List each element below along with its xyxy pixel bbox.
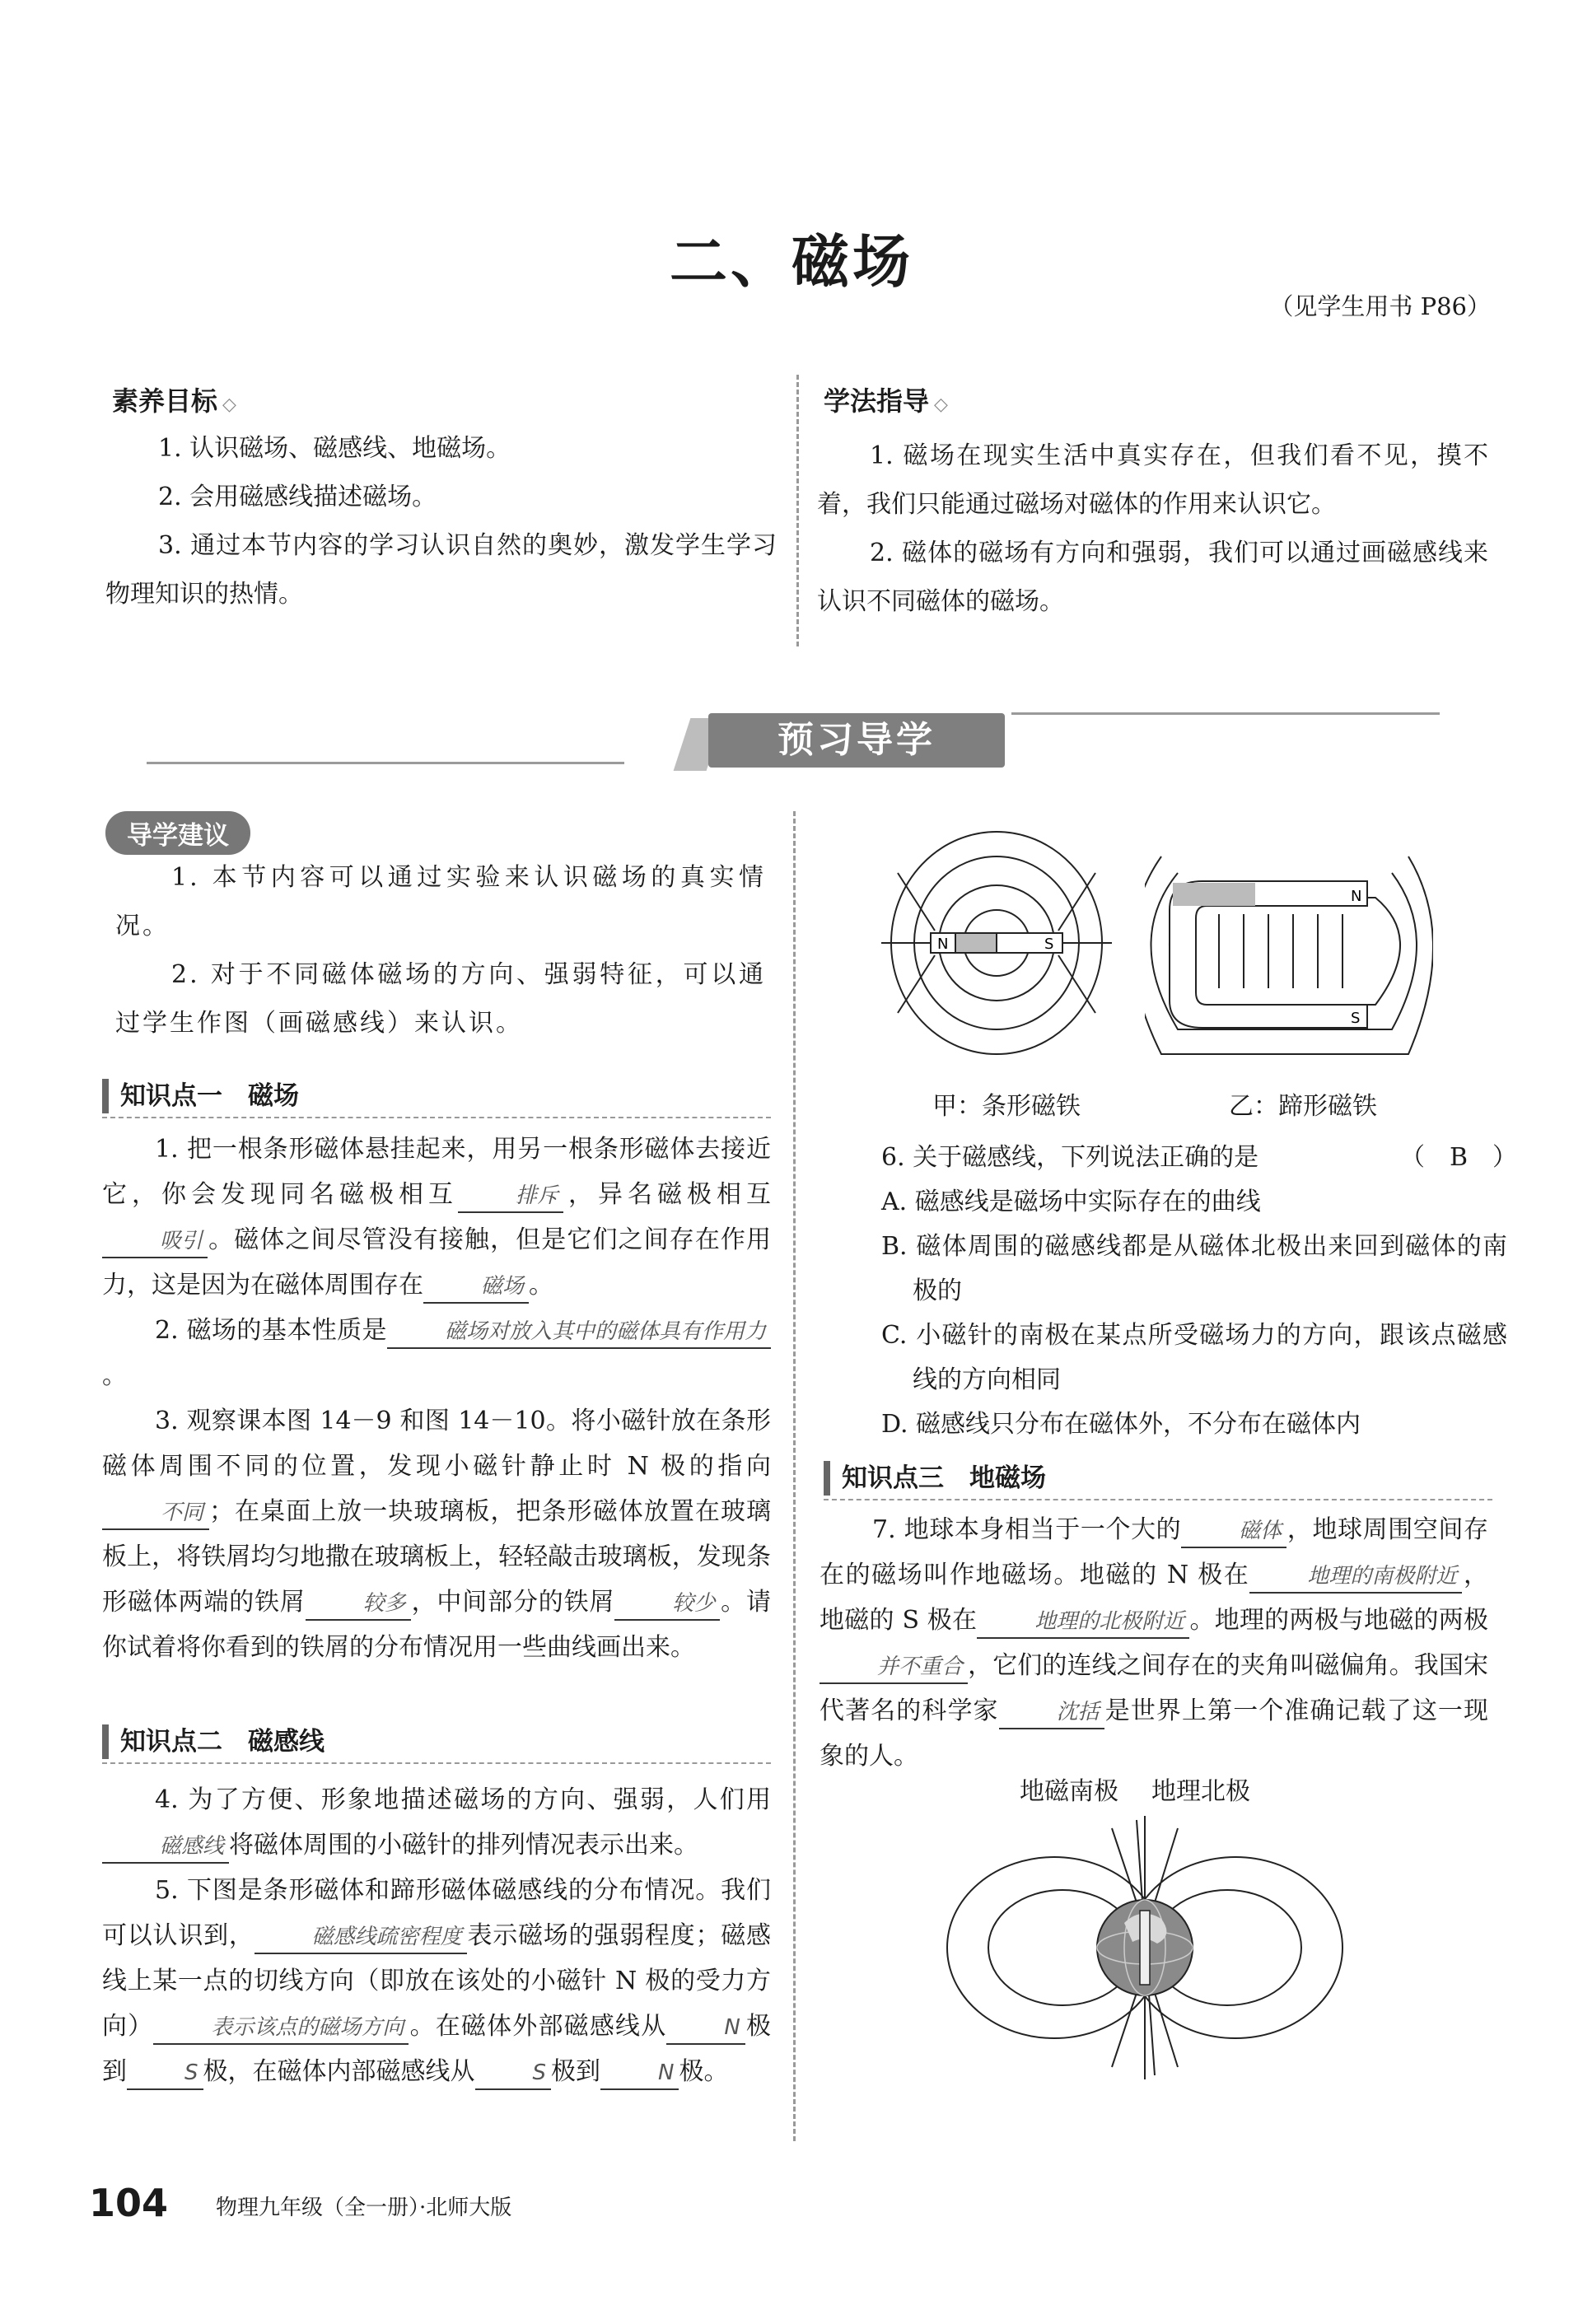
answer-blank: 地理的北极附近	[977, 1606, 1189, 1639]
guide-list	[115, 853, 766, 1048]
bar-magnet-figure	[873, 824, 1120, 1066]
kp3-body	[820, 1507, 1488, 1779]
goal-item: 1. 认识磁场、磁感线、地磁场。	[158, 434, 511, 463]
question-7: 7. 地球本身相当于一个大的 磁体 ，地球周围空间存在的磁场叫作地磁场。地磁的 N 极在 地理的南极附近 ，地磁的 S 极在 地理的北极附近 。地理的两极与地磁的两极并不重合 ，它们的连线之间存在的夹角叫磁偏角。我国宋代著名的科学家 沈括 是世界上第一个准确记载了这一现象的人。	[820, 1515, 1489, 1771]
method-heading: 学法指导 ◇	[824, 385, 948, 417]
question-3: 3. 观察课本图 14－9 和图 14－10。将小磁针放在条形磁体周围不同的位置，发现小磁针静止时 N 极的指向不同 ；在桌面上放一块玻璃板，把条形磁体放置在玻璃板上，将铁屑均匀地撒在玻璃板上，轻轻敲击玻璃板，发现条形磁体两端的铁屑 较多 ，中间部分的铁屑 较少 。请你试着将你看到的铁屑的分布情况用一些曲线画出来。	[102, 1407, 772, 1662]
answer-blank: N	[600, 2057, 679, 2090]
question-1: 1. 把一根条形磁体悬挂起来，用另一根条形磁体去接近它，你会发现同名磁极相互 排斥 ，异名磁极相互吸引 。磁体之间尽管没有接触，但是它们之间存在作用力，这是因为在磁体周围存在 磁场 。	[102, 1127, 771, 1308]
option-a: A. 磁感线是磁场中实际存在的曲线	[881, 1188, 1261, 1216]
question-6-answer: （ B ）	[1400, 1143, 1518, 1172]
answer-blank: 沈括	[999, 1696, 1104, 1729]
method-list	[817, 432, 1488, 626]
answer-blank: 磁感线	[102, 1831, 229, 1864]
textbook-reference: （见学生用书 P86）	[1269, 292, 1491, 320]
question-6-stem: 6. 关于磁感线，下列说法正确的是	[881, 1143, 1259, 1172]
option-b: B. 磁体周围的磁感线都是从磁体北极出来回到磁体的南极的	[881, 1232, 1507, 1305]
answer-blank: S	[475, 2057, 552, 2090]
kp2-body	[102, 1777, 771, 2094]
diamond-icon: ◇	[222, 394, 236, 415]
page-title: 二、磁场	[670, 227, 913, 296]
answer-blank: 并不重合	[820, 1651, 968, 1684]
column-divider	[796, 375, 799, 646]
option-d: D. 磁感线只分布在磁体外，不分布在磁体内	[881, 1410, 1361, 1439]
question-4: 4. 为了方便、形象地描述磁场的方向、强弱，人们用磁感线 将磁体周围的小磁针的排列情况表示出来。	[102, 1777, 771, 1868]
kp1-heading: 知识点一 磁场	[102, 1079, 299, 1113]
kp1-body	[102, 1127, 771, 1670]
horseshoe-magnet-figure	[1145, 848, 1433, 1071]
page-number: 104	[89, 2181, 169, 2225]
answer-blank: 磁场	[423, 1271, 529, 1304]
diamond-icon: ◇	[934, 394, 948, 415]
guide-heading: 导学建议	[105, 811, 250, 855]
answer-blank: 不同	[102, 1497, 209, 1530]
question-2: 2. 磁场的基本性质是 磁场对放入其中的磁体具有作用力。	[102, 1308, 771, 1398]
method-item: 2. 磁体的磁场有方向和强弱，我们可以通过画磁感线来认识不同磁体的磁场。	[817, 539, 1488, 616]
guide-item: 2. 对于不同磁体磁场的方向、强弱特征，可以通过学生作图（画磁感线）来认识。	[115, 960, 766, 1038]
horseshoe-magnet-caption: 乙：蹄形磁铁	[1229, 1092, 1377, 1121]
kp1-divider	[102, 1117, 771, 1118]
column-divider-main	[793, 811, 796, 2141]
method-item: 1. 磁场在现实生活中真实存在，但我们看不见，摸不着，我们只能通过磁场对磁体的作用来认识它。	[817, 441, 1488, 519]
answer-blank: S	[127, 2057, 203, 2090]
kp3-divider	[824, 1499, 1492, 1500]
banner-line-left	[147, 762, 624, 764]
answer-blank: N	[666, 2012, 745, 2045]
horseshoe-s-label: S	[1351, 1010, 1361, 1027]
bar-magnet-n-label: N	[937, 936, 949, 953]
question-5: 5. 下图是条形磁体和蹄形磁体磁感线的分布情况。我们可以认识到， 磁感线疏密程度 表示磁场的强弱程度；磁感线上某一点的切线方向（即放在该处的小磁针 N 极的受力方向） 表示该点的磁场方向 。在磁体外部磁感线从 N 极到 S 极，在磁体内部磁感线从 S 极到 N 极。	[102, 1868, 771, 2094]
banner-preview-guide: 预习导学	[708, 713, 1005, 768]
answer-blank: 地理的南极附近	[1249, 1561, 1462, 1594]
goal-item: 2. 会用磁感线描述磁场。	[158, 483, 437, 511]
option-c: C. 小磁针的南极在某点所受磁场力的方向，跟该点磁感线的方向相同	[881, 1321, 1507, 1394]
answer-blank: 较多	[306, 1588, 411, 1621]
earth-magnetic-field-figure	[939, 1812, 1351, 2084]
answer-blank: 表示该点的磁场方向	[153, 2012, 409, 2045]
geographic-north-label: 地理北极	[1151, 1777, 1250, 1806]
answer-blank: 吸引	[102, 1225, 208, 1258]
goal-item: 3. 通过本节内容的学习认识自然的奥妙，激发学生学习物理知识的热情。	[105, 531, 777, 609]
book-title: 物理九年级（全一册）·北师大版	[216, 2196, 512, 2220]
kp2-divider	[102, 1762, 771, 1764]
guide-item: 1. 本节内容可以通过实验来认识磁场的真实情况。	[115, 863, 766, 940]
horseshoe-n-label: N	[1351, 888, 1362, 905]
answer-blank: 排斥	[458, 1180, 563, 1213]
question-6-options	[881, 1180, 1507, 1447]
answer-blank: 较少	[614, 1588, 720, 1621]
banner-line-right	[1011, 712, 1440, 715]
goals-list	[105, 424, 777, 618]
goals-heading: 素养目标 ◇	[112, 385, 236, 417]
geomagnetic-south-label: 地磁南极	[1020, 1777, 1118, 1806]
answer-blank: 磁体	[1181, 1515, 1286, 1548]
answer-blank: 磁感线疏密程度	[254, 1921, 467, 1954]
bar-magnet-s-label: S	[1044, 936, 1054, 953]
answer-blank: 磁场对放入其中的磁体具有作用力	[387, 1316, 771, 1349]
bar-magnet-caption: 甲：条形磁铁	[932, 1092, 1081, 1121]
kp3-heading: 知识点三 地磁场	[824, 1461, 1046, 1496]
kp2-heading: 知识点二 磁感线	[102, 1724, 325, 1759]
